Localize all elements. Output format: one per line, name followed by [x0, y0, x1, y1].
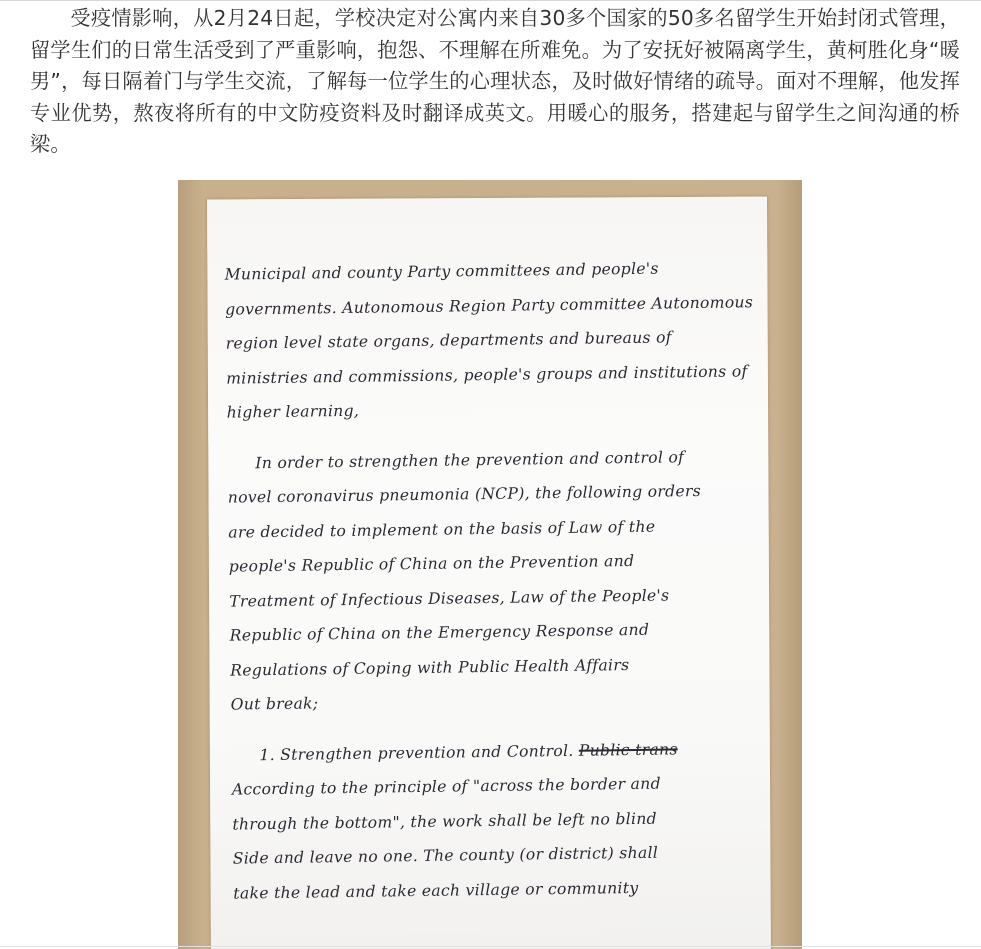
handwritten-line: ministries and commissions, people's groups and institutions of: [226, 361, 748, 388]
paper-sheet: [207, 197, 771, 949]
handwritten-letter-photo: [178, 180, 802, 949]
handwritten-line: governments. Autonomous Region Party committee Autonomous: [225, 292, 754, 319]
handwritten-text: [224, 250, 753, 910]
handwritten-line: take the lead and take each village or community: [233, 878, 639, 903]
handwritten-line: [231, 731, 751, 773]
handwritten-line: According to the principle of "across the border and: [231, 774, 661, 799]
article-paragraph: 受疫情影响，从2月24日起，学校决定对公寓内来自30多个国家的50多名留学生开始封闭式管理，留学生们的日常生活受到了严重影响，抱怨、不理解在所难免。为了安抚好被隔离学生，黄柯胜化身“暖男”，每日隔着门与学生交流，了解每一位学生的心理状态，及时做好情绪的疏导。面对不理解，他发挥专业优势，熬夜将所有的中文防疫资料及时翻译成英文。用暖心的服务，搭建起与留学生之间沟通的桥梁。: [30, 6, 960, 156]
handwritten-line: novel coronavirus pneumonia (NCP), the following orders: [227, 482, 702, 507]
handwritten-line: Regulations of Coping with Public Health Affairs: [230, 655, 630, 680]
struck-out-text: Public trans: [578, 739, 678, 760]
handwritten-line: through the bottom", the work shall be left no blind: [232, 809, 658, 834]
section-heading: 1. Strengthen prevention and Control.: [259, 741, 574, 764]
handwritten-line: In order to strengthen the prevention and control of: [255, 447, 685, 472]
handwritten-line: Municipal and county Party committees and people's: [224, 259, 659, 284]
handwritten-line: Side and leave no one. The county (or district) shall: [232, 843, 659, 868]
handwritten-line: higher learning,: [226, 401, 360, 422]
handwritten-line: people's Republic of China on the Prevention and: [228, 551, 635, 576]
top-divider: [0, 0, 981, 1]
handwritten-line: region level state organs, departments and bureaus of: [225, 328, 672, 353]
bottom-divider: [0, 946, 981, 947]
handwritten-line: Republic of China on the Emergency Response and: [229, 620, 650, 645]
handwritten-line: are decided to implement on the basis of Law of the: [228, 517, 656, 542]
handwritten-line: Treatment of Infectious Diseases, Law of the People's: [229, 585, 670, 611]
handwritten-line: Out break;: [230, 694, 319, 714]
